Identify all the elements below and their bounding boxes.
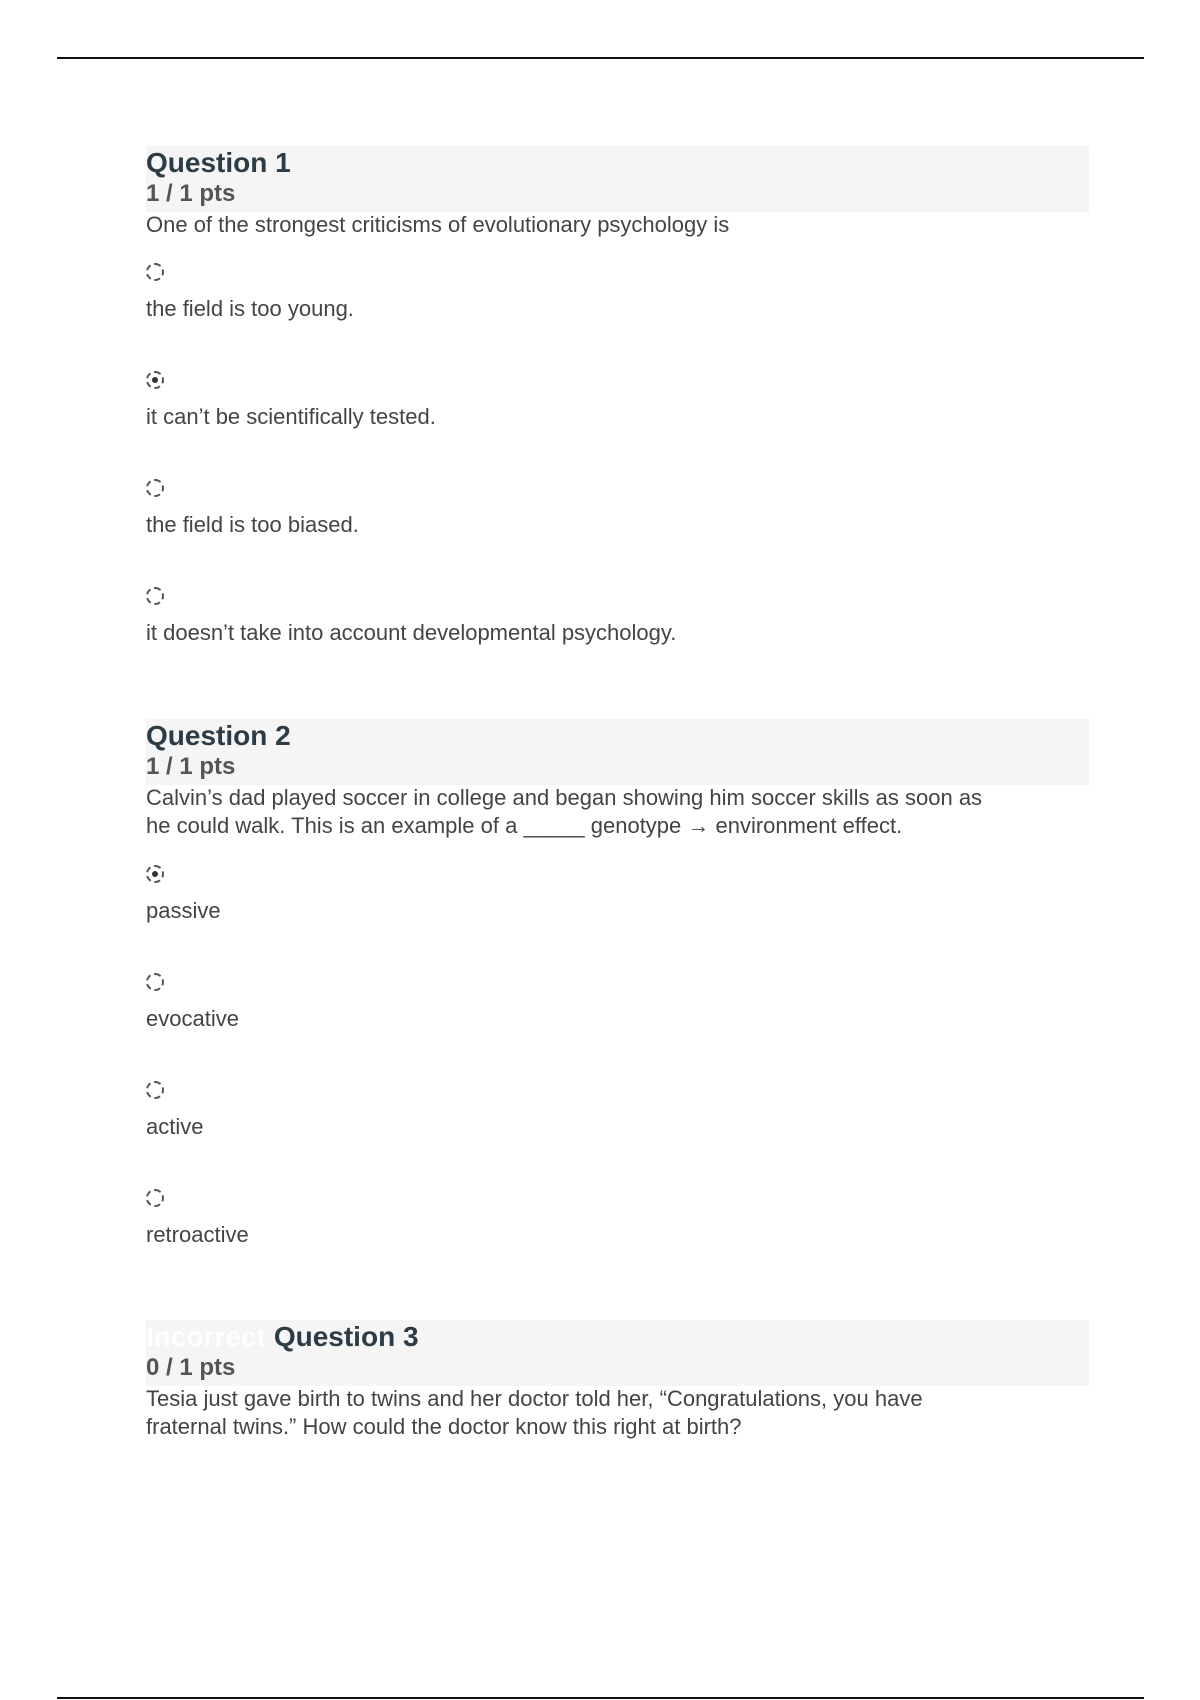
- bottom-rule: [57, 1697, 1144, 1699]
- question-text-line: fraternal twins.” How could the doctor know this right at birth?: [146, 1414, 742, 1439]
- answer-label: evocative: [146, 1006, 239, 1031]
- radio-button-selected[interactable]: [146, 865, 164, 883]
- question-header: [146, 1320, 1089, 1386]
- question-points: 0 / 1 pts: [146, 1354, 236, 1381]
- answer-option[interactable]: [146, 865, 164, 883]
- answer-option[interactable]: [146, 263, 164, 281]
- radio-button[interactable]: [146, 263, 164, 281]
- radio-button[interactable]: [146, 587, 164, 605]
- radio-button[interactable]: [146, 479, 164, 497]
- radio-button[interactable]: [146, 973, 164, 991]
- answer-option[interactable]: [146, 479, 164, 497]
- answer-label: passive: [146, 898, 221, 923]
- incorrect-status-label: Incorrect: [146, 1321, 266, 1352]
- answer-option[interactable]: [146, 587, 164, 605]
- answer-option[interactable]: [146, 1081, 164, 1099]
- question-header: [146, 719, 1089, 785]
- question-text-line: he could walk. This is an example of a _____ genotype → environment effect.: [146, 813, 903, 838]
- answer-label: the field is too young.: [146, 296, 354, 321]
- question-header: [146, 146, 1089, 212]
- question-2: [146, 719, 1089, 1247]
- question-1: [146, 146, 1089, 645]
- radio-button[interactable]: [146, 1081, 164, 1099]
- question-text: One of the strongest criticisms of evolutionary psychology is: [146, 212, 730, 237]
- answer-label: active: [146, 1114, 204, 1139]
- answer-option[interactable]: [146, 371, 164, 389]
- question-points: 1 / 1 pts: [146, 753, 236, 780]
- question-title: Question 1: [146, 147, 291, 178]
- question-title: Incorrect Question 3: [146, 1321, 419, 1352]
- answer-label: it can’t be scientifically tested.: [146, 404, 436, 429]
- radio-button-selected[interactable]: [146, 371, 164, 389]
- question-text-line: Calvin’s dad played soccer in college and began showing him soccer skills as soon as: [146, 785, 983, 810]
- radio-button[interactable]: [146, 1189, 164, 1207]
- answer-option[interactable]: [146, 973, 164, 991]
- answer-label: retroactive: [146, 1222, 249, 1247]
- question-text-line: Tesia just gave birth to twins and her doctor told her, “Congratulations, you have: [146, 1386, 923, 1411]
- answer-label: the field is too biased.: [146, 512, 359, 537]
- question-title: Question 2: [146, 720, 291, 751]
- question-3: [146, 1320, 1089, 1441]
- answer-label: it doesn’t take into account developmental psychology.: [146, 620, 677, 645]
- answer-option[interactable]: [146, 1189, 164, 1207]
- question-points: 1 / 1 pts: [146, 180, 236, 207]
- top-rule: [57, 57, 1144, 59]
